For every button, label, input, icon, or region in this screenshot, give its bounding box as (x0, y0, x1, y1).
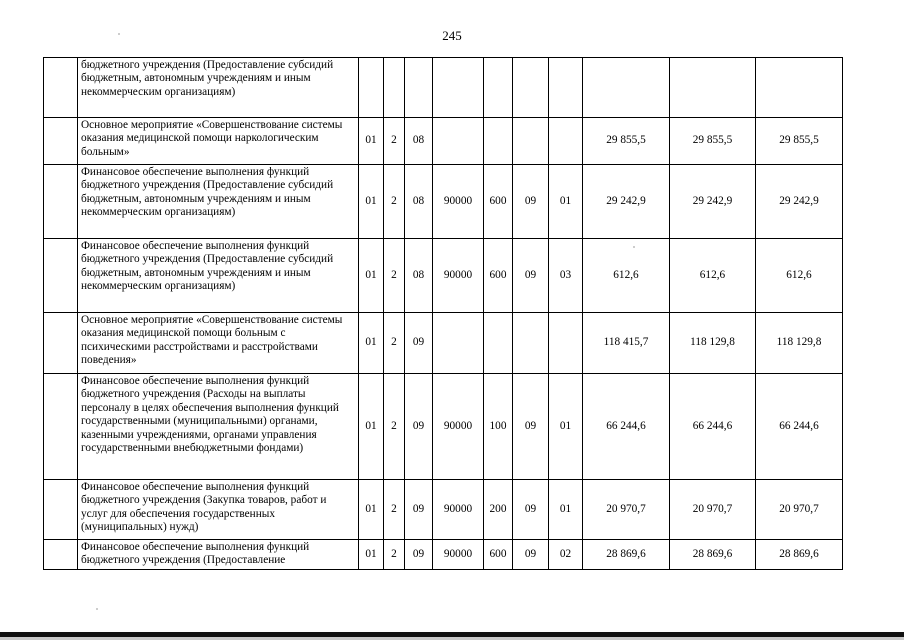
code-cell-c3: 09 (405, 540, 433, 570)
table-body (44, 58, 843, 570)
amount-cell-v2: 118 129,8 (670, 313, 756, 374)
code-cell-c2: 2 (384, 239, 405, 313)
code-cell-c1: 01 (359, 313, 384, 374)
code-cell-c5: 600 (484, 540, 513, 570)
code-cell-c3: 08 (405, 239, 433, 313)
budget-table (43, 57, 843, 570)
code-cell-c4 (433, 118, 484, 165)
code-cell-c1: 01 (359, 540, 384, 570)
amount-cell-v2 (670, 58, 756, 118)
table-row (44, 58, 843, 118)
row-number-cell (44, 540, 78, 570)
amount-cell-v3: 612,6 (756, 239, 843, 313)
row-number-cell (44, 374, 78, 480)
description-cell: бюджетного учреждения (Предоставление субсидий бюджетным, автономным учреждениям и иным некоммерческим организациям) (78, 58, 359, 118)
amount-cell-v2: 29 242,9 (670, 165, 756, 239)
code-cell-c7: 01 (549, 165, 583, 239)
code-cell-c3: 08 (405, 118, 433, 165)
code-cell-c6: 09 (513, 374, 549, 480)
code-cell-c6: 09 (513, 540, 549, 570)
amount-cell-v1: 612,6 (583, 239, 670, 313)
amount-cell-v3: 20 970,7 (756, 480, 843, 540)
amount-cell-v2: 66 244,6 (670, 374, 756, 480)
code-cell-c6: 09 (513, 239, 549, 313)
amount-cell-v3 (756, 58, 843, 118)
table-row (44, 118, 843, 165)
description-cell: Финансовое обеспечение выполнения функций бюджетного учреждения (Расходы на выплаты персоналу в целях обеспечения выполнения функций государственными (муниципальными) органами, казенными учреждениями, органами управления государственными внебюджетными фондами) (78, 374, 359, 480)
row-number-cell (44, 480, 78, 540)
amount-cell-v1: 28 869,6 (583, 540, 670, 570)
code-cell-c7 (549, 313, 583, 374)
amount-cell-v1: 66 244,6 (583, 374, 670, 480)
row-number-cell (44, 313, 78, 374)
code-cell-c6: 09 (513, 165, 549, 239)
code-cell-c5: 100 (484, 374, 513, 480)
code-cell-c4: 90000 (433, 480, 484, 540)
amount-cell-v1: 20 970,7 (583, 480, 670, 540)
code-cell-c5: 600 (484, 239, 513, 313)
code-cell-c1: 01 (359, 165, 384, 239)
code-cell-c4: 90000 (433, 540, 484, 570)
amount-cell-v3: 29 855,5 (756, 118, 843, 165)
code-cell-c1: 01 (359, 480, 384, 540)
scan-speck (96, 608, 98, 610)
row-number-cell (44, 58, 78, 118)
code-cell-c4: 90000 (433, 239, 484, 313)
code-cell-c2 (384, 58, 405, 118)
code-cell-c6 (513, 58, 549, 118)
code-cell-c3: 09 (405, 374, 433, 480)
code-cell-c1: 01 (359, 118, 384, 165)
description-cell: Основное мероприятие «Совершенствование системы оказания медицинской помощи наркологическим больным» (78, 118, 359, 165)
description-cell: Финансовое обеспечение выполнения функций бюджетного учреждения (Предоставление (78, 540, 359, 570)
code-cell-c6 (513, 313, 549, 374)
table-row (44, 374, 843, 480)
code-cell-c7: 02 (549, 540, 583, 570)
description-cell: Финансовое обеспечение выполнения функций бюджетного учреждения (Предоставление субсидий бюджетным, автономным учреждениям и иным некоммерческим организациям) (78, 165, 359, 239)
amount-cell-v2: 612,6 (670, 239, 756, 313)
code-cell-c3: 08 (405, 165, 433, 239)
row-number-cell (44, 118, 78, 165)
amount-cell-v3: 29 242,9 (756, 165, 843, 239)
amount-cell-v2: 20 970,7 (670, 480, 756, 540)
code-cell-c7: 03 (549, 239, 583, 313)
amount-cell-v1 (583, 58, 670, 118)
code-cell-c2: 2 (384, 165, 405, 239)
amount-cell-v2: 29 855,5 (670, 118, 756, 165)
code-cell-c2: 2 (384, 313, 405, 374)
amount-cell-v1: 29 242,9 (583, 165, 670, 239)
description-cell: Финансовое обеспечение выполнения функций бюджетного учреждения (Закупка товаров, работ и услуг для обеспечения государственных (муниципальных) нужд) (78, 480, 359, 540)
code-cell-c1: 01 (359, 374, 384, 480)
code-cell-c4 (433, 313, 484, 374)
amount-cell-v3: 118 129,8 (756, 313, 843, 374)
description-cell: Финансовое обеспечение выполнения функций бюджетного учреждения (Предоставление субсидий бюджетным, автономным учреждениям и иным некоммерческим организациям) (78, 239, 359, 313)
code-cell-c2: 2 (384, 480, 405, 540)
code-cell-c5: 200 (484, 480, 513, 540)
code-cell-c2: 2 (384, 540, 405, 570)
description-cell: Основное мероприятие «Совершенствование системы оказания медицинской помощи больным с психическими расстройствами и расстройствами поведения» (78, 313, 359, 374)
code-cell-c6: 09 (513, 480, 549, 540)
code-cell-c3 (405, 58, 433, 118)
table-row (44, 165, 843, 239)
row-number-cell (44, 239, 78, 313)
code-cell-c5: 600 (484, 165, 513, 239)
scan-speck (633, 246, 635, 248)
table-row (44, 313, 843, 374)
amount-cell-v1: 29 855,5 (583, 118, 670, 165)
code-cell-c5 (484, 58, 513, 118)
scan-speck (118, 33, 120, 35)
table-row (44, 239, 843, 313)
code-cell-c7 (549, 58, 583, 118)
code-cell-c7: 01 (549, 374, 583, 480)
code-cell-c7 (549, 118, 583, 165)
code-cell-c3: 09 (405, 313, 433, 374)
code-cell-c3: 09 (405, 480, 433, 540)
code-cell-c2: 2 (384, 374, 405, 480)
code-cell-c1 (359, 58, 384, 118)
amount-cell-v3: 66 244,6 (756, 374, 843, 480)
code-cell-c4: 90000 (433, 165, 484, 239)
amount-cell-v2: 28 869,6 (670, 540, 756, 570)
code-cell-c5 (484, 118, 513, 165)
code-cell-c6 (513, 118, 549, 165)
code-cell-c5 (484, 313, 513, 374)
row-number-cell (44, 165, 78, 239)
amount-cell-v3: 28 869,6 (756, 540, 843, 570)
table-row (44, 540, 843, 570)
code-cell-c1: 01 (359, 239, 384, 313)
page-number: 245 (442, 28, 462, 43)
code-cell-c4 (433, 58, 484, 118)
amount-cell-v1: 118 415,7 (583, 313, 670, 374)
code-cell-c2: 2 (384, 118, 405, 165)
code-cell-c4: 90000 (433, 374, 484, 480)
code-cell-c7: 01 (549, 480, 583, 540)
table-row (44, 480, 843, 540)
